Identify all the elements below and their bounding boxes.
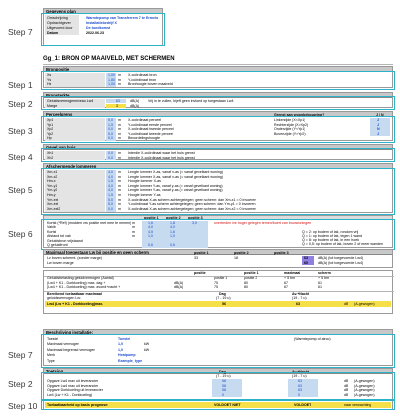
row-label: Yp1 bbox=[47, 122, 54, 127]
calc-value[interactable]: 4,0 bbox=[148, 225, 153, 229]
screen-input[interactable]: 4,0 bbox=[108, 188, 113, 193]
row-label: Xh2 bbox=[47, 155, 54, 160]
unit: m bbox=[118, 127, 121, 131]
section-header: Bronpositie bbox=[44, 67, 392, 72]
conclusion-label: Toelaatbaarheid op basis prognose: bbox=[47, 403, 109, 407]
section-header: Toetsing bbox=[44, 369, 392, 374]
row-label: Opgave Dorkkoeling uit leverancier bbox=[47, 388, 103, 393]
row-label: Xp2 bbox=[47, 127, 54, 131]
row-label: Maximaal vermogen bbox=[47, 342, 80, 346]
yes-no-header: J / N bbox=[376, 112, 384, 117]
row-label: Type bbox=[47, 358, 55, 363]
col-header: positie 3 bbox=[188, 216, 203, 220]
row-label: Xm-ext2 bbox=[47, 206, 61, 211]
row-label: Datum bbox=[47, 31, 59, 35]
unit: m bbox=[118, 151, 121, 155]
section-header: Gegevens plan bbox=[44, 9, 162, 14]
row-desc: Interdie X-coördinaat waar het huis grenst bbox=[128, 155, 195, 160]
unit: m bbox=[132, 220, 135, 225]
cell-value: 80 bbox=[244, 280, 248, 285]
step-label: Step 5 bbox=[8, 185, 33, 195]
calc-value[interactable]: 1,0 bbox=[148, 234, 153, 238]
step-label: Step 7 bbox=[8, 27, 33, 37]
lw4-input[interactable]: 63 bbox=[116, 99, 120, 103]
row-label: Kortst (*Ref) (modden xrs positie met mee te nemen) bbox=[47, 220, 132, 225]
section-header: Maximaal toegestaan Lw bij positie en geen scherm bbox=[44, 250, 392, 255]
hs-input[interactable]: 1,00 bbox=[108, 82, 115, 86]
q-note: Q = 1: op bodem of lak, tegen 1 wand bbox=[302, 233, 363, 238]
installation-input[interactable]: Heatpump bbox=[118, 353, 136, 357]
row-label: geluidsvermogen Lw: bbox=[47, 296, 81, 300]
unit: m bbox=[118, 174, 121, 179]
installation-input[interactable]: 1,0 bbox=[118, 347, 123, 352]
yes-no-input[interactable]: J bbox=[377, 122, 379, 127]
col-header: maximaal bbox=[284, 271, 301, 275]
unit: m bbox=[118, 73, 121, 77]
screen-input[interactable]: 0,0 bbox=[108, 206, 113, 211]
unit: dB bbox=[344, 392, 349, 397]
row-desc: X-coördinaat X-as scherm achtergelegen; geen scherm: dan Xm-x1 = 0 invoeren bbox=[128, 197, 257, 202]
unit: dB bbox=[344, 302, 349, 306]
unit: kW bbox=[144, 347, 150, 352]
row-desc: Hoogte lommer X-as bbox=[128, 179, 161, 184]
step-highlight-box bbox=[41, 148, 395, 162]
unit: m bbox=[118, 179, 121, 184]
screen-input[interactable]: 4,0 bbox=[108, 170, 113, 174]
subsection-title: Bereikend toelaatbaar maximaal bbox=[47, 292, 102, 296]
row-label: Opdrachtgever bbox=[47, 21, 71, 25]
section-header: Beschrijving installatie: bbox=[44, 330, 392, 335]
unit: dB(A) bbox=[174, 285, 184, 289]
row-desc: Interdie X-coördinaat waar het huis grenst bbox=[128, 151, 195, 155]
row-label: Lw boven marge bbox=[47, 260, 74, 265]
xh2-input[interactable]: 0,0 bbox=[108, 155, 113, 160]
col-header: positie 1 bbox=[244, 271, 259, 275]
row-value[interactable]: De bordkomst bbox=[86, 26, 111, 30]
result-night: 63 bbox=[296, 302, 300, 306]
installation-input[interactable]: 1,0 bbox=[118, 342, 123, 346]
side-label: Rechterzijde (X>Xp2) bbox=[274, 122, 309, 127]
cell-value: positie 1 bbox=[214, 276, 228, 280]
row-label: Xm-ext bbox=[47, 202, 59, 207]
cell-value: + 5 bm bbox=[284, 276, 296, 280]
cell-value: 61 bbox=[318, 285, 322, 289]
row-label: Opgave Lw4 max uit leverancier bbox=[47, 379, 99, 383]
unit: m bbox=[118, 188, 121, 193]
row-desc: Bronhoogte boven maaiveld bbox=[128, 82, 173, 86]
cell-value: 67 bbox=[284, 280, 288, 285]
row-label: Xh1 bbox=[47, 151, 54, 155]
unit: m bbox=[118, 197, 121, 202]
cell-value: positie 2 bbox=[244, 276, 258, 280]
row-label: Ym-y1 bbox=[47, 183, 58, 188]
side-label: Linkerzijde (X<Xp1) bbox=[274, 118, 306, 122]
row-label: Omschrijving bbox=[47, 16, 68, 20]
row-label: Hm-y bbox=[47, 193, 56, 197]
unit: dB bbox=[344, 383, 349, 388]
row-label: Opgave Lw4 max uit leverancier bbox=[47, 383, 99, 388]
step-label: Step 10 bbox=[8, 401, 38, 411]
row-desc: X-coördinaat bron bbox=[128, 73, 157, 77]
col-header: scherm bbox=[318, 271, 331, 275]
row-desc: Y-coördinaat eerste perceel bbox=[128, 122, 172, 127]
row-label: (Lw4 + K1 - Dorkkoeling) max. dag + bbox=[47, 280, 106, 285]
night-input[interactable]: 63 bbox=[298, 383, 302, 388]
step-label: Step 2 bbox=[8, 99, 33, 109]
yes-no-input[interactable]: J bbox=[377, 118, 379, 122]
warning-note: overtreden ive hoger gelegen temen/buert van buurwoningen bbox=[214, 220, 312, 225]
perceel-input[interactable]: 0,0 bbox=[108, 127, 113, 131]
side-label: Onderzijde (Y<Yp1) bbox=[274, 127, 306, 131]
unit: m bbox=[118, 170, 121, 174]
row-label: Geluidsbron vrijstaand bbox=[47, 238, 83, 243]
unit: m bbox=[132, 229, 135, 234]
col-header-night: Av.+Nacht bbox=[292, 292, 310, 296]
col-subheader: (19 - 7 u) bbox=[292, 374, 307, 378]
calc-value[interactable]: 1,8 bbox=[170, 220, 175, 225]
calc-value[interactable]: 0,6 bbox=[148, 243, 153, 247]
cell-value: 75 bbox=[214, 280, 218, 285]
row-label: Yp2 bbox=[47, 131, 54, 136]
yes-no-input[interactable]: N bbox=[377, 127, 380, 131]
calc-value[interactable]: 1,6 bbox=[170, 229, 175, 234]
installation-input[interactable]: Example_type bbox=[118, 358, 143, 363]
screen-input[interactable]: 5,0 bbox=[108, 197, 113, 202]
row-desc: Y-coördinaat Y-as scherm achtergelegen; geen scherm: dan Ym-y1 = 0 invoeren bbox=[128, 202, 256, 207]
row-label: Marge bbox=[47, 103, 58, 108]
row-note: dB(A) (tot toegevoerde Lw4) bbox=[318, 260, 364, 265]
unit: m bbox=[118, 193, 121, 197]
row-desc: X-coördinaat X-as scherm achtergelegen; geen scherm: dan Xm-x2 = 0 invoeren bbox=[128, 206, 257, 211]
unit: dB(A) bbox=[130, 103, 140, 108]
row-label: Uitgevoerd door bbox=[47, 26, 73, 30]
cell-value: 61 bbox=[318, 280, 322, 285]
row-note: (A-gewogen) bbox=[354, 392, 375, 397]
q-note: Q = 0,5: op bodem of lak, boven 2 of meer wanden bbox=[302, 241, 384, 246]
col-subheader: (7 - 19 u) bbox=[216, 374, 231, 378]
calc-value[interactable]: 0,6 bbox=[170, 243, 175, 247]
unit: m bbox=[118, 131, 121, 136]
day-input[interactable]: 58 bbox=[222, 379, 226, 383]
day-input[interactable]: 58 bbox=[222, 388, 226, 393]
screen-input[interactable]: 5,0 bbox=[108, 202, 113, 207]
col-header: positie 3 bbox=[274, 250, 289, 255]
result-day: 56 bbox=[222, 302, 226, 306]
col-header-day: Dag bbox=[219, 292, 226, 296]
unit: dB(A) bbox=[174, 280, 184, 285]
row-desc: Y-coördinaat tweede perceel bbox=[128, 131, 174, 136]
page-title: Gg_1: BRON OP MAAIVELD, MET SCHERMEN bbox=[43, 56, 175, 62]
row-desc: Lengte lommer X-as, vanaf x-as (= vanaf gevelkant woning) bbox=[128, 170, 223, 174]
row-label: Afstand tot vak bbox=[47, 234, 71, 238]
right-section-title: Grenst aan woonbebouwing? bbox=[274, 112, 325, 117]
step-highlight-box bbox=[41, 334, 395, 368]
step-highlight-box bbox=[41, 71, 395, 90]
row-note: dB(A) (tot toegevoerde Lw4) bbox=[318, 256, 364, 260]
row-desc: Lengte lommer Y-as, vanaf y-as (= vanaf gevelkant woning) bbox=[128, 183, 223, 188]
unit: dB(A) bbox=[130, 99, 140, 103]
noise-load-table bbox=[43, 270, 393, 314]
row-label: Ym-y2 bbox=[47, 188, 58, 193]
col-header: positie bbox=[194, 271, 206, 275]
row-note: (Warmtepomp of airco) bbox=[294, 336, 331, 341]
col-subheader: (19 - 7 u) bbox=[292, 296, 307, 300]
cell-value: 33 bbox=[194, 256, 198, 260]
step-highlight-box bbox=[41, 96, 395, 110]
xh1-input[interactable]: 0,0 bbox=[108, 151, 113, 155]
unit: m bbox=[118, 202, 121, 207]
cell-value: 67 bbox=[284, 285, 288, 289]
unit: m bbox=[132, 225, 135, 229]
row-label: Lw4 (Lw + K1 - Dorkkoeling)max. bbox=[47, 302, 104, 306]
section-header: Gevel van huis bbox=[44, 145, 392, 150]
section-header: Afschermende lommeren bbox=[44, 164, 392, 169]
row-label: Ys bbox=[47, 77, 52, 82]
step-label: Step 1 bbox=[8, 80, 33, 90]
row-desc: Hoogte lommer Y-as bbox=[128, 193, 161, 197]
day-input[interactable]: 58 bbox=[222, 383, 226, 388]
unit: m bbox=[118, 82, 121, 86]
divider bbox=[43, 64, 393, 65]
perceel-input[interactable]: 0,0 bbox=[108, 136, 113, 140]
step-highlight-box bbox=[41, 116, 395, 143]
step-highlight-box bbox=[41, 400, 395, 410]
row-label: Merk bbox=[47, 353, 55, 357]
cell-value: 18 bbox=[234, 256, 238, 260]
row-label: Xs bbox=[47, 73, 52, 77]
row-label: Xm-x2 bbox=[47, 174, 58, 179]
row-label: Geluidsbelasting geluidvermogen (Aantal) bbox=[47, 276, 114, 280]
col-header: positie 2 bbox=[234, 250, 249, 255]
row-label: Geluidsvermogenniveau Lw4 bbox=[47, 99, 94, 103]
row-label: Xp1 bbox=[47, 118, 54, 122]
step-highlight-box bbox=[41, 219, 395, 250]
screen-input[interactable]: 4,0 bbox=[108, 183, 113, 188]
screen-input[interactable]: 1,5 bbox=[108, 193, 113, 197]
row-label: Ym-ext bbox=[47, 197, 59, 202]
night-input[interactable]: 0 bbox=[298, 392, 300, 397]
section-header: Perceelgrens bbox=[44, 112, 392, 117]
row-value[interactable]: 2022.06.23 bbox=[86, 31, 104, 35]
unit: m bbox=[118, 136, 121, 140]
row-label: Vaklb bbox=[47, 225, 56, 229]
perceel-input[interactable]: 0,0 bbox=[108, 131, 113, 136]
calc-value[interactable]: 1,0 bbox=[170, 234, 175, 238]
row-note: (A-gewogen) bbox=[354, 302, 375, 306]
unit: dB bbox=[344, 388, 349, 393]
installation-input[interactable]: Toestel bbox=[118, 336, 131, 341]
side-label: Bovenzijde (Y>Yp2) bbox=[274, 131, 306, 136]
cell-value: 80 bbox=[244, 285, 248, 289]
row-value[interactable]: Installatiebedrijf X bbox=[86, 21, 117, 25]
night-input[interactable]: 63 bbox=[298, 379, 302, 383]
row-label: Lz boven schermt. (zonder marge) bbox=[47, 256, 102, 260]
row-label: Hp bbox=[47, 136, 52, 140]
night-input[interactable]: 63 bbox=[298, 388, 302, 393]
col-header: positie 1 bbox=[194, 250, 209, 255]
unit: m bbox=[118, 155, 121, 160]
calc-value[interactable]: 1,6 bbox=[148, 220, 153, 225]
col-header: positie 2 bbox=[166, 216, 181, 220]
cell-value: 75 bbox=[214, 285, 218, 289]
unit: m bbox=[118, 206, 121, 211]
cell-value: + 5 bm bbox=[318, 276, 330, 280]
unit: m bbox=[118, 183, 121, 188]
row-label: Toestel bbox=[47, 336, 59, 341]
row-label: (Lw4 + K1 - Dorkkoeling) max. avond+nacht + bbox=[47, 285, 121, 289]
margin-input[interactable]: 3 bbox=[116, 103, 118, 108]
col-header-day: Dag bbox=[219, 369, 226, 374]
row-note: (A-gewogen) bbox=[354, 388, 375, 393]
row-label: Hs bbox=[47, 82, 52, 86]
perceel-input[interactable]: 0,0 bbox=[108, 118, 113, 122]
step-label: Step 4 bbox=[8, 152, 33, 162]
cell-value: 63 bbox=[304, 256, 308, 260]
step-highlight-box bbox=[41, 13, 165, 46]
row-desc: Beoordelingshoogte bbox=[128, 136, 160, 140]
row-label: Hm-x bbox=[47, 179, 56, 184]
row-label: Lw4 (Lw + K1 - Dorkkoeling) bbox=[47, 392, 93, 397]
max-lw-table bbox=[43, 249, 393, 268]
calc-value[interactable]: 3,0 bbox=[192, 220, 197, 225]
col-header: positie 1 bbox=[144, 216, 159, 220]
step-label: Step 3 bbox=[8, 126, 33, 136]
ys-input[interactable]: 1,80 bbox=[108, 77, 115, 82]
step-label: Step 6 bbox=[8, 229, 33, 239]
row-desc: Y-coördinaat bron bbox=[128, 77, 157, 82]
unit: dB bbox=[344, 379, 349, 383]
calc-value[interactable]: 4,0 bbox=[170, 225, 175, 229]
unit: m bbox=[118, 122, 121, 127]
row-note: (A-gewogen) bbox=[354, 383, 375, 388]
screen-input[interactable]: 4,0 bbox=[108, 174, 113, 179]
step-label: Step 7 bbox=[8, 350, 33, 360]
unit: kW bbox=[144, 342, 150, 346]
row-desc: Lengte lommer Y-as, vanaf y-as (= vanaf gevelkant woning) bbox=[128, 188, 223, 193]
conclusion-day: VOLDOET NIET bbox=[214, 403, 241, 407]
row-desc: Vrij in te vullen, bijeff geen invloed op toegestaan Lw4 bbox=[148, 99, 234, 103]
row-label: Kortst bbox=[47, 229, 57, 234]
conclusion-note: naar verwachting bbox=[344, 403, 372, 407]
calc-value[interactable]: 4,5 bbox=[148, 229, 153, 234]
step-label: Step 2 bbox=[8, 379, 33, 389]
unit: m bbox=[118, 118, 121, 122]
unit: m bbox=[132, 234, 135, 238]
row-label: Q geluidfront bbox=[47, 243, 68, 247]
conclusion-night: VOLDOET bbox=[294, 403, 312, 407]
row-desc: Lengte lommer X-as, vanaf x-as (= vanaf gevelkant woning) bbox=[128, 174, 223, 179]
row-note: (A-gewogen) bbox=[354, 379, 375, 383]
row-label: Maximaal begrensd vermogen bbox=[47, 347, 96, 352]
unit: m bbox=[118, 77, 121, 82]
q-note: Q = 2: op bodem of lak, rondom vrij bbox=[302, 229, 359, 234]
screen-input[interactable]: 1,5 bbox=[108, 179, 113, 184]
perceel-input[interactable]: 1,5 bbox=[108, 122, 113, 127]
row-label: Xm-x1 bbox=[47, 170, 58, 174]
row-desc: X-coördinaat tweede perceel bbox=[128, 127, 174, 131]
step-highlight-box bbox=[41, 168, 395, 215]
row-value[interactable]: Warmtepomp van Transferrem 7 te Ermelo bbox=[86, 16, 159, 20]
cell-value: 60 bbox=[304, 260, 308, 265]
col-header-night: Av.+Nacht bbox=[292, 369, 310, 374]
day-input[interactable]: 0 bbox=[222, 392, 224, 397]
yes-no-input[interactable]: J bbox=[377, 131, 379, 136]
xs-input[interactable]: 1,00 bbox=[108, 73, 115, 77]
col-subheader: (7 - 19 u) bbox=[216, 296, 231, 300]
section-header: Bronsterkte bbox=[44, 93, 392, 98]
row-desc: X-coördinaat perceel bbox=[128, 118, 162, 122]
q-note: Q = 8: op bodem of lak, in een hoek bbox=[302, 237, 360, 242]
